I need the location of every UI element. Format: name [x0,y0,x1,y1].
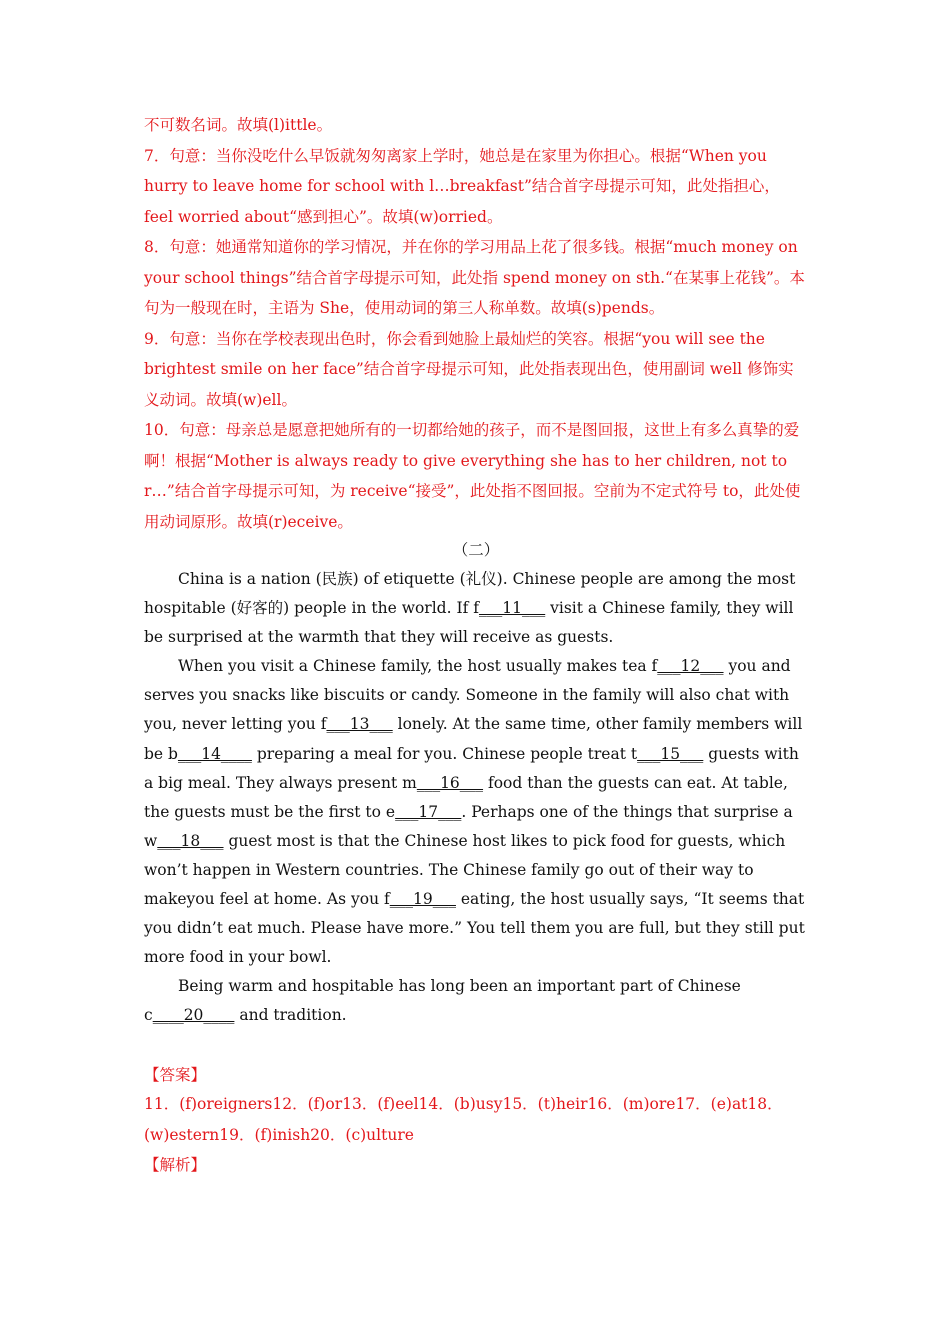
blank-20: ____20____ [152,1006,235,1025]
answer-text: 11．(f)oreigners12．(f)or13．(f)eel14．(b)usy15．(t)heir16．(m)ore17．(e)at18．(w)estern19．(f)inish20．(c)ulture [144,1095,783,1144]
blank-15: ___15___ [637,744,704,763]
explanation-6-tail: 不可数名词。故填(l)ittle。 [144,116,333,134]
section-title: （二） [452,541,500,559]
explanation-9: 9．句意：当你在学校表现出色时，你会看到她脸上最灿烂的笑容。根据“you will see the brightest smile on her face”结合首字母提示可知，此处指表现出色，使用副词 well 修饰实义动词。故填(w)ell。 [144,329,794,409]
analysis-heading: 【解析】 [144,1156,207,1174]
passage-paragraph-2: When you visit a Chinese family, the host usually makes tea f___12___ you and serves you snacks like biscuits or candy. Someone in the family will also chat with you, never letting you f___13___ lonely. At the same time, other family members will be b___14____ preparing a meal for you. Chinese people treat t___15___ guests with a big meal. They always present m___16___ food than the guests can eat. At table, the guests must be the first to e___17___. Perhaps one of the things that surprise a w___18___ guest most is that the Chinese host likes to pick food for guests, which won’t happen in Western countries. The Chinese family go out of their way to makeyou feel at home. As you f___19___ eating, the host usually says, “It seems that you didn’t eat much. Please have more.” You tell them you are full, but they still put more food in your bowl. [144,657,805,967]
passage [144,565,808,1031]
blank-18: ___18___ [157,831,224,850]
passage-paragraph-3: Being warm and hospitable has long been an important part of Chinese c____20____ and tradition. [144,977,741,1025]
blank-19: ___19___ [389,890,456,909]
blank-16: ___16___ [416,773,484,792]
blank-17: ___17___ [395,802,462,821]
explanation-8: 8．句意：她通常知道你的学习情况，并在你的学习用品上花了很多钱。根据“much money on your school things”结合首字母提示可知，此处指 spend money on sth.“在某事上花钱”。本句为一般现在时，主语为 She，使用动词的第三人称单数。故填(s)pends。 [144,238,805,317]
blank-12: ___12___ [657,657,724,676]
blank-13: ___13___ [326,715,393,734]
blank-14: ___14____ [177,744,252,763]
passage-paragraph-1: China is a nation (民族) of etiquette (礼仪). Chinese people are among the most hospitable (好客的) people in the world. If f___11___ visit a Chinese family, they will be surprised at the warmth that they will receive as guests. [144,570,796,647]
explanation-7: 7．句意：当你没吃什么早饭就匆匆离家上学时，她总是在家里为你担心。根据“When you hurry to leave home for school with l…breakfast”结合首字母提示可知，此处指担心，feel worried about“感到担心”。故填(w)orried。 [144,146,780,226]
explanations-block [144,110,808,537]
explanation-10: 10．句意：母亲总是愿意把她所有的一切都给她的孩子，而不是图回报，这世上有多么真挚的爱啊！根据“Mother is always ready to give everything she has to her children, not to r…”结合首字母提示可知，为 receive“接受”，此处指不图回报。空前为不定式符号 to，此处使用动词原形。故填(r)eceive。 [144,421,801,531]
answer-heading: 【答案】 [144,1066,207,1084]
blank-11: ___11___ [478,599,546,618]
